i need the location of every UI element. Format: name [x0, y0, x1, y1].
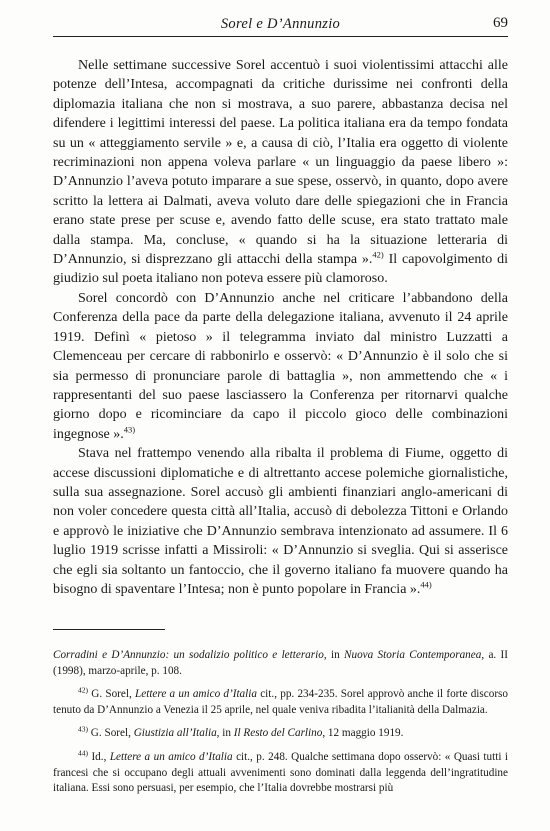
footnote-43-mid: , in [216, 727, 234, 740]
paragraph-1 [53, 56, 508, 289]
paragraph-1-text-end: Il capovolgimento di giudizio sul poeta italiano non poteva essere più clamoroso. [53, 252, 508, 287]
paragraph-3-text: Stava nel frattempo venendo alla ribalta il problema di Fiume, oggetto di accese discussioni diplomatiche e di altrettanto accese polemiche giornalistiche, sulla sua assegnazione. Sorel accusò gli ambienti finanziari anglo-americani di non voler concedere questa città all’Italia, accusò di debolezza Tittoni e Orlando e approvò le iniziative che D’Annunzio sembrava intenzionato ad assumere. Il 6 luglio 1919 scrisse infatti a Missiroli: « D’Annunzio si sveglia. Qui si asserisce che egli sia soltanto un fantoccio, che il governo italiano fa muovere quando ha bisogno di spaventare l’Intesa; non è punto popolare in Francia ». [53, 446, 508, 597]
footnote-42-author: G. Sorel, [88, 688, 136, 701]
page-number: 69 [493, 15, 508, 31]
footnote-43-author: G. Sorel, [88, 727, 134, 740]
footnote-42-marker: 42) [78, 685, 88, 695]
footnote-44-author: Id., [88, 750, 110, 763]
footnote-43-marker: 43) [78, 724, 88, 734]
footnote-ref-44: 44) [420, 579, 432, 590]
footnote-cont-mid: , in [323, 649, 345, 661]
footnote-44 [53, 750, 508, 797]
footnote-ref-43: 43) [123, 424, 136, 435]
footnote-42 [53, 687, 508, 718]
paragraph-1-text: Nelle settimane successive Sorel accentuò i suoi violentissimi attacchi alle potenze dell’Intesa, accompagnati da critiche durissime nei confronti della diplomazia italiana che non si mostrava, a suo parere, abbastanza decisa nel difendere i legittimi interessi del paese. La politica italiana era da tempo fondata su un « atteggiamento servile » e, a causa di ciò, l’Italia era oggetto di violente recriminazioni non appena voleva parlare « un linguaggio da paese libero »: D’Annunzio l’aveva potuto imparare a sue spese, osservò, in quanto, dopo avere scritto la lettera ai Dalmati, aveva voluto dare delle spiegazioni che in Francia erano state prese per scuse e, avendo fatto delle scuse, era stato trattato male dalla stampa. Ma, concluse, « quando si ha la situazione letteraria di D’Annunzio, si disprezzano gli attacchi della stampa ». [53, 58, 508, 268]
footnote-cont-journal: Nuova Storia Contemporanea [344, 649, 482, 661]
footnote-continuation [53, 648, 508, 679]
running-title: Sorel e D’Annunzio [220, 16, 341, 32]
footnote-44-marker: 44) [78, 748, 88, 758]
footnote-42-rest: cit., pp. 234-235. Sorel approvò anche il forte discorso tenuto da D’Annunzio a Venezia il 25 aprile, nel quale veniva ribadita l’italianità della Dalmazia. [53, 688, 509, 716]
footnote-43-rest: , 12 maggio 1919. [322, 727, 404, 740]
paragraph-3 [53, 444, 508, 599]
footnotes [53, 648, 508, 797]
paragraph-2-text: Sorel concordò con D’Annunzio anche nel criticare l’abbandono della Conferenza della pace da parte della delegazione italiana, avvenuto il 24 aprile 1919. Definì « pietoso » il telegramma inviato dal ministro Luzzatti a Clemenceau per cercare di rabbonirlo e osservò: « D’Annunzio è il solo che si sia permesso di pronunciare parole di battaglia », non ammettendo che « i rappresentanti del suo paese lasciassero la Conferenza per ritornarvi qualche giorno dopo e ricominciare da capo il piccolo gioco delle combinazioni ingegnose ». [53, 290, 508, 442]
footnote-43-journal: Il Resto del Carlino [233, 727, 323, 740]
footnote-cont-rest: , a. II (1998), marzo-aprile, p. 108. [53, 649, 508, 677]
footnote-43-title: Giustizia all’Italia [133, 727, 217, 740]
footnote-ref-42: 42) [372, 249, 384, 260]
footnote-43 [53, 726, 508, 742]
footnote-cont-title: Corradini e D’Annunzio: un sodalizio politico e letterario [53, 649, 324, 661]
footnote-separator [53, 629, 165, 630]
footnote-44-rest: cit., p. 248. Qualche settimana dopo osservò: « Quasi tutti i francesi che si occupano degli attuali avvenimenti sono dominati dalla leggenda dell’ingratitudine italiana. Essi sono persuasi, per esempio, che l’Italia dovrebbe mostrarsi più [53, 750, 508, 795]
footnote-42-title: Lettere a un amico d’Italia [135, 688, 257, 701]
header-rule [53, 36, 508, 37]
main-text [53, 56, 508, 599]
paragraph-2 [53, 289, 508, 444]
running-header [53, 14, 508, 36]
footnote-44-title: Lettere a un amico d’Italia [109, 750, 233, 763]
